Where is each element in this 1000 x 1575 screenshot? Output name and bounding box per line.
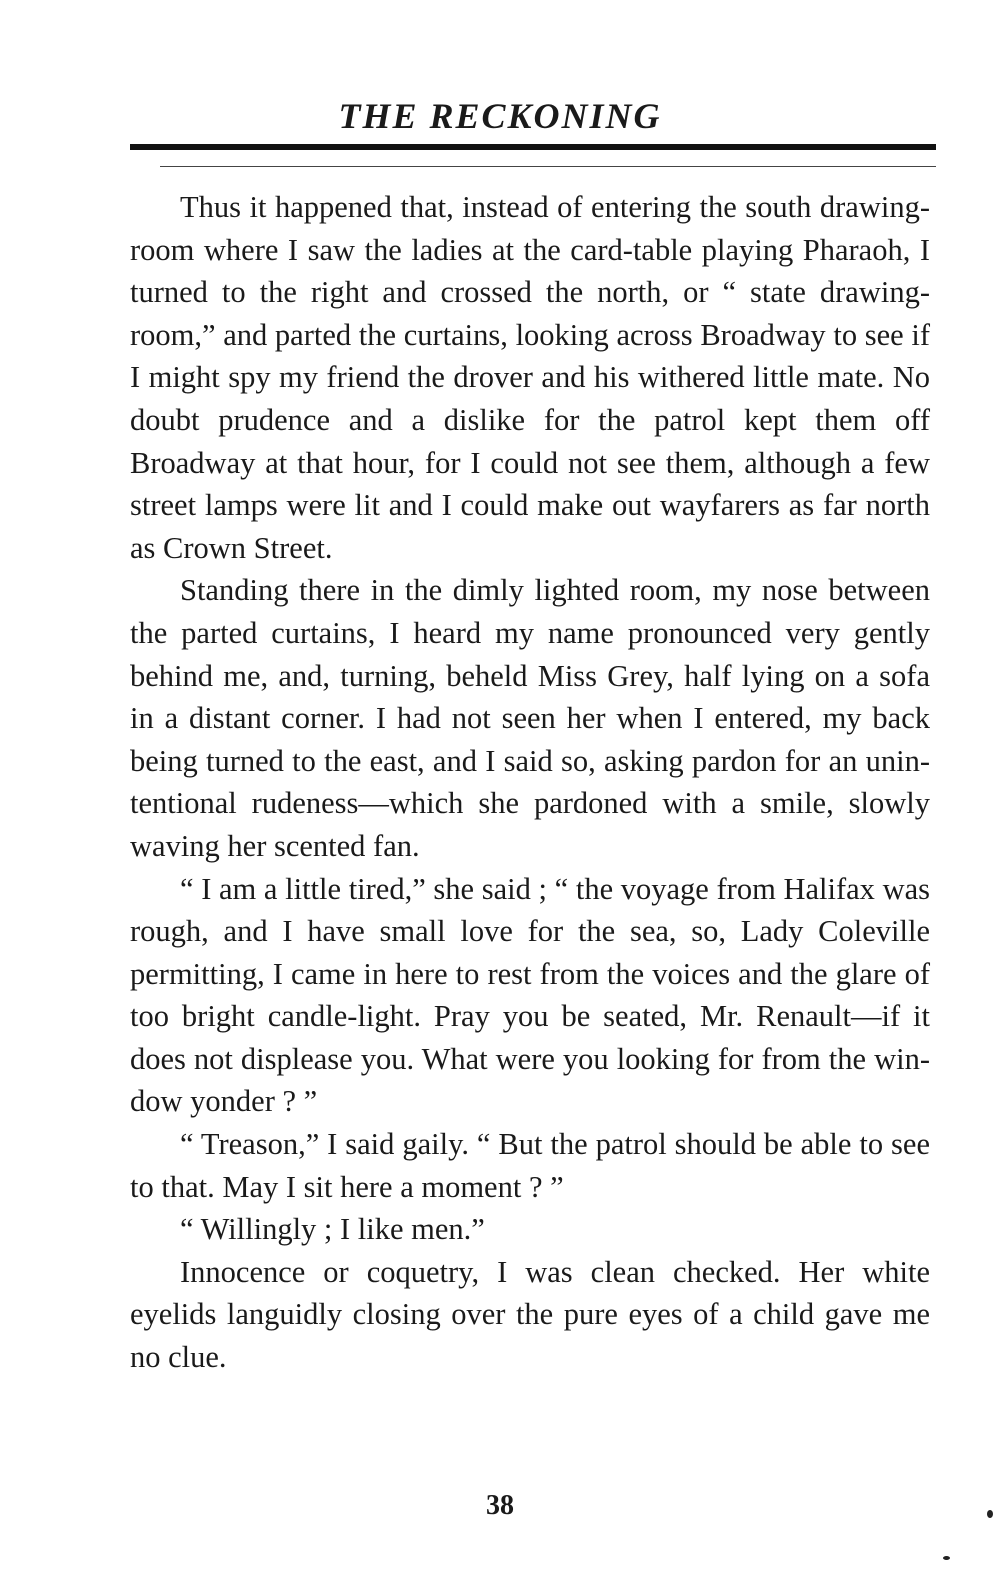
running-head-title: THE RECKONING <box>338 96 662 136</box>
paragraph: Standing there in the dimly lighted room, my nose between the parted curtains, I heard my name pronounced very gently behind me, and, turning, beheld Miss Grey, half lying on a sofa in a distant corner. I had not seen her when I entered, my back being turned to the east, and I said so, asking pardon for an unintentional rudeness—which she pardoned with a smile, slowly waving her scented fan. <box>130 573 930 863</box>
header-rule-thick <box>130 144 936 150</box>
page-number: 38 <box>486 1490 514 1521</box>
body-text <box>130 186 930 1379</box>
paragraph: “ I am a little tired,” she said ; “ the voyage from Halifax was rough, and I have small love for the sea, so, Lady Coleville permitting, I came in here to rest from the voices and the glare of too bright candle-light. Pray you be seated, Mr. Renault—if it does not displease you. What were you looking for from the window yonder ? ” <box>130 871 930 1119</box>
ink-speck <box>987 1510 993 1518</box>
ink-speck <box>943 1556 950 1560</box>
paragraph: “ Treason,” I said gaily. “ But the patrol should be able to see to that. May I sit here a moment ? ” <box>130 1127 930 1204</box>
paragraph: Innocence or coquetry, I was clean checked. Her white eyelids languidly closing over the pure eyes of a child gave me no clue. <box>130 1254 930 1375</box>
paragraph: Thus it happened that, instead of entering the south drawing-room where I saw the ladies at the card-table playing Pharaoh, I turned to the right and crossed the north, or “ state drawing-room,” and parted the curtains, looking across Broadway to see if I might spy my friend the drover and his withered little mate. No doubt prudence and a dislike for the patrol kept them off Broadway at that hour, for I could not see them, although a few street lamps were lit and I could make out wayfarers as far north as Crown Street. <box>130 190 930 565</box>
paragraph: “ Willingly ; I like men.” <box>180 1212 485 1247</box>
header-rule-thin <box>160 166 936 167</box>
